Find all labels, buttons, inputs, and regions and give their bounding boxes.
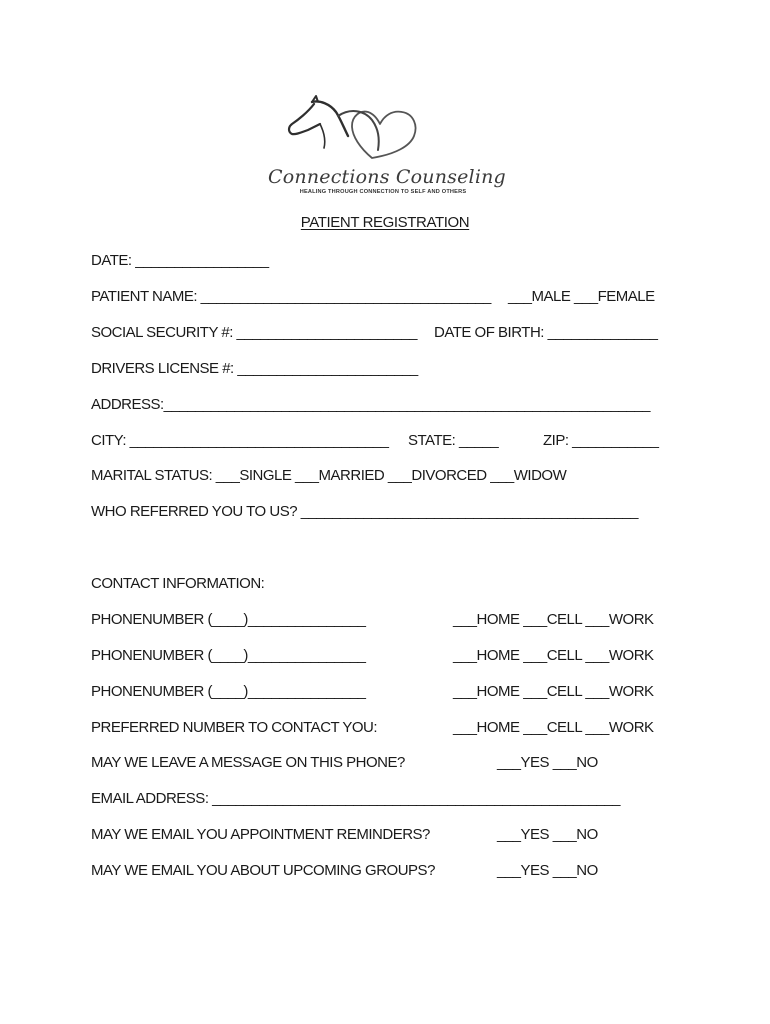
date-field[interactable]: DATE: _________________ xyxy=(91,252,269,269)
preferred-number-label: PREFERRED NUMBER TO CONTACT YOU: xyxy=(91,719,377,736)
horse-heart-logo-icon xyxy=(268,92,498,172)
connections-counseling-logo xyxy=(268,92,506,202)
contact-heading: CONTACT INFORMATION: xyxy=(91,575,265,592)
drivers-license-field[interactable]: DRIVERS LICENSE #: _______________________ xyxy=(91,360,418,377)
referred-field[interactable]: WHO REFERRED YOU TO US? ___________________________________________ xyxy=(91,503,638,520)
page-title: PATIENT REGISTRATION xyxy=(300,214,470,231)
phone-number-field-1[interactable]: PHONENUMBER (____)_______________ xyxy=(91,611,366,628)
address-field[interactable]: ADDRESS:______________________________________________________________ xyxy=(91,396,650,413)
sex-options[interactable]: ___MALE ___FEMALE xyxy=(508,288,655,305)
leave-message-options[interactable]: ___YES ___NO xyxy=(497,754,598,771)
email-reminders-label: MAY WE EMAIL YOU APPOINTMENT REMINDERS? xyxy=(91,826,430,843)
ssn-field[interactable]: SOCIAL SECURITY #: _______________________ xyxy=(91,324,417,341)
city-field[interactable]: CITY: _________________________________ xyxy=(91,432,389,449)
marital-status-field[interactable]: MARITAL STATUS: ___SINGLE ___MARRIED ___DIVORCED ___WIDOW xyxy=(91,467,567,484)
state-field[interactable]: STATE: _____ xyxy=(408,432,499,449)
zip-field[interactable]: ZIP: ___________ xyxy=(543,432,659,449)
phone-number-field-3[interactable]: PHONENUMBER (____)_______________ xyxy=(91,683,366,700)
logo-tagline: HEALING THROUGH CONNECTION TO SELF AND OTHERS xyxy=(299,189,467,195)
dob-field[interactable]: DATE OF BIRTH: ______________ xyxy=(434,324,658,341)
patient-name-field[interactable]: PATIENT NAME: _____________________________________ xyxy=(91,288,491,305)
phone-type-options-2[interactable]: ___HOME ___CELL ___WORK xyxy=(453,647,654,664)
phone-type-options-1[interactable]: ___HOME ___CELL ___WORK xyxy=(453,611,654,628)
preferred-number-options[interactable]: ___HOME ___CELL ___WORK xyxy=(453,719,654,736)
email-field[interactable]: EMAIL ADDRESS: ____________________________________________________ xyxy=(91,790,620,807)
phone-type-options-3[interactable]: ___HOME ___CELL ___WORK xyxy=(453,683,654,700)
phone-number-field-2[interactable]: PHONENUMBER (____)_______________ xyxy=(91,647,366,664)
email-groups-label: MAY WE EMAIL YOU ABOUT UPCOMING GROUPS? xyxy=(91,862,435,879)
leave-message-label: MAY WE LEAVE A MESSAGE ON THIS PHONE? xyxy=(91,754,405,771)
logo-wordmark: Connections Counseling xyxy=(268,166,506,188)
email-groups-options[interactable]: ___YES ___NO xyxy=(497,862,598,879)
email-reminders-options[interactable]: ___YES ___NO xyxy=(497,826,598,843)
